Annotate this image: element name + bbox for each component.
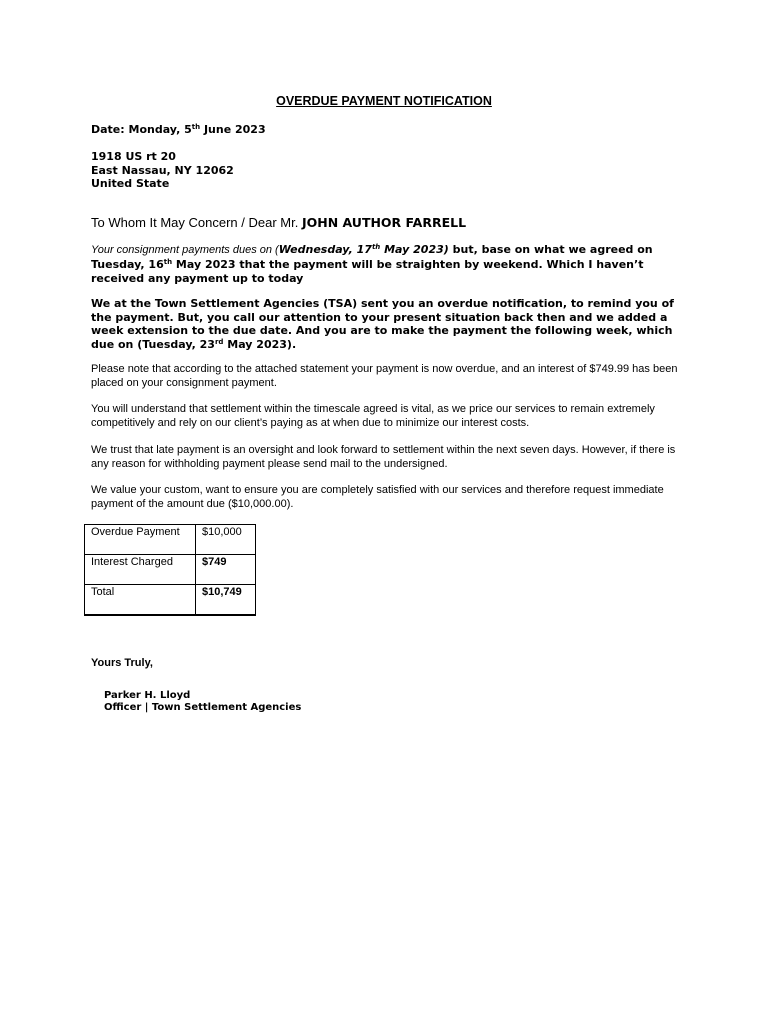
row-label: Interest Charged (85, 555, 196, 585)
table-row (85, 525, 256, 555)
table-row (85, 555, 256, 585)
paragraph-interest: Please note that according to the attached statement your payment is now overdue, and an interest of $749.99 has been placed on your consignment payment. (91, 363, 678, 389)
para1-due-date-b: May 2023) (380, 243, 449, 256)
paragraph-extension (91, 297, 681, 351)
para2-sup: rd (214, 337, 224, 346)
address-line-2: East Nassau, NY 12062 (91, 163, 234, 177)
paragraph-due-notice (91, 243, 681, 287)
recipient-address (91, 150, 234, 191)
letter-date (91, 123, 266, 136)
row-amount: $10,000 (196, 525, 256, 555)
date-suffix: June 2023 (200, 123, 266, 136)
para2-text-b: May 2023). (223, 337, 297, 351)
recipient-name: JOHN AUTHOR FARRELL (301, 215, 467, 230)
paragraph-request: We value your custom, want to ensure you are completely satisfied with our services and therefore request immediate payment of the amount due ($10,000.00). (91, 484, 664, 510)
signature-block (104, 690, 301, 714)
signer-name: Parker H. Lloyd (104, 690, 191, 701)
date-sup: th (191, 123, 201, 131)
para1-due-date-sup: th (371, 243, 381, 251)
letter-title: OVERDUE PAYMENT NOTIFICATION (276, 94, 492, 108)
para1-intro: Your consignment payments dues on ( (91, 244, 279, 256)
para1-rest-b: May 2023 that the payment will be straighten by weekend. Which I haven’t received any payment up to today (91, 257, 644, 285)
row-label: Overdue Payment (85, 525, 196, 555)
row-amount: $749 (196, 555, 256, 585)
date-prefix: Date: Monday, 5 (91, 123, 192, 136)
payment-table (84, 524, 256, 616)
paragraph-settlement: You will understand that settlement within the timescale agreed is vital, as we price our services to remain extremely competitively and rely on our client’s paying as at when due to minimize our interest costs. (91, 403, 655, 429)
row-amount: $10,749 (196, 585, 256, 616)
salutation-text: To Whom It May Concern / Dear Mr. (91, 215, 302, 230)
para2-text-a: We at the Town Settlement Agencies (TSA) sent you an overdue notification, to remind you of the payment. But, you call our attention to your present situation back then and we added a week extension to the due date. And you are to make the payment the following week, which due on (Tuesday, 23 (91, 297, 674, 351)
closing: Yours Truly, (91, 657, 153, 669)
para1-due-date-a: Wednesday, 17 (278, 243, 372, 256)
salutation (91, 215, 466, 230)
address-line-3: United State (91, 177, 170, 190)
para1-due-date (279, 243, 449, 256)
signer-position: Officer | Town Settlement Agencies (104, 702, 302, 713)
para1-rest-sup: th (163, 257, 173, 266)
table-row (85, 585, 256, 616)
paragraph-oversight: We trust that late payment is an oversight and look forward to settlement within the next seven days. However, if there is any reason for withholding payment please send mail to the undersigned. (91, 444, 676, 470)
address-line-1: 1918 US rt 20 (91, 150, 176, 163)
para1-rest-a: but, base on what we agreed on Tuesday, 16 (91, 243, 653, 271)
row-label: Total (85, 585, 196, 616)
